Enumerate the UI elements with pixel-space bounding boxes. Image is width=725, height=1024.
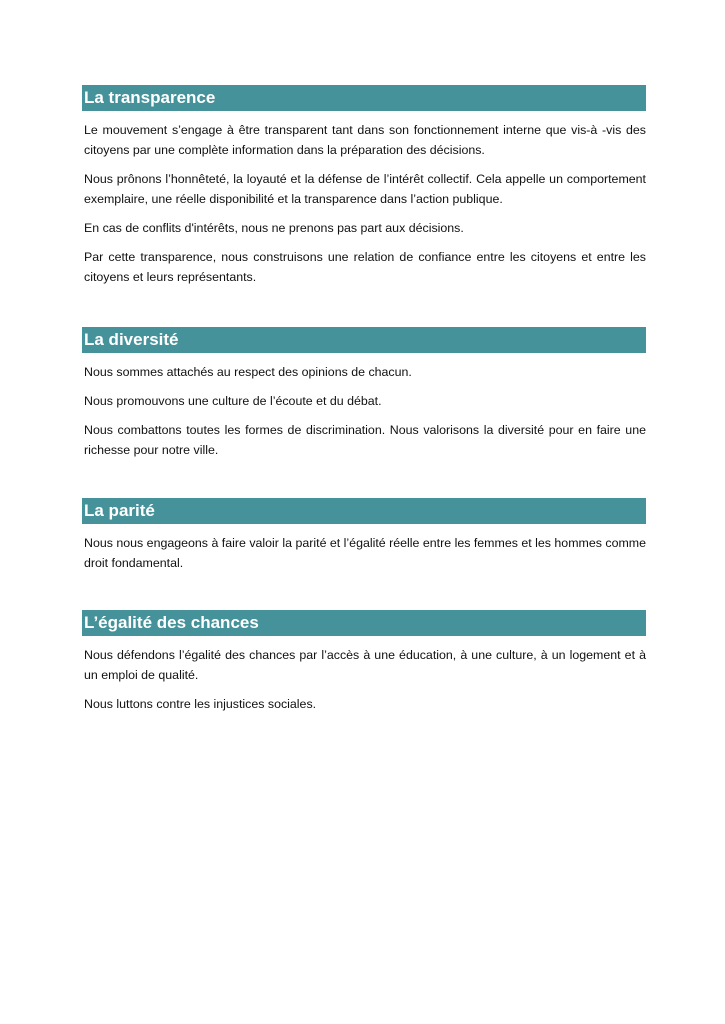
paragraph: Nous prônons l’honnêteté, la loyauté et la défense de l’intérêt collectif. Cela appelle un comportement exemplaire, une réelle disponibilité et la transparence dans l’action publique. <box>84 172 646 206</box>
section-heading: La transparence <box>82 85 646 111</box>
section-diversite <box>82 327 646 460</box>
section-transparence <box>82 85 646 287</box>
section-heading: L’égalité des chances <box>82 610 646 636</box>
section-heading: La diversité <box>82 327 646 353</box>
paragraph: En cas de conflits d'intérêts, nous ne prenons pas part aux décisions. <box>84 221 464 235</box>
paragraph: Nous défendons l’égalité des chances par l’accès à une éducation, à une culture, à un logement et à un emploi de qualité. <box>84 648 646 682</box>
section-heading: La parité <box>82 498 646 524</box>
paragraph: Par cette transparence, nous construisons une relation de confiance entre les citoyens et entre les citoyens et leurs représentants. <box>84 250 646 284</box>
section-egalite-des-chances <box>82 610 646 714</box>
paragraph: Nous combattons toutes les formes de discrimination. Nous valorisons la diversité pour en faire une richesse pour notre ville. <box>84 423 646 457</box>
paragraph: Nous sommes attachés au respect des opinions de chacun. <box>84 365 412 379</box>
paragraph: Nous nous engageons à faire valoir la parité et l’égalité réelle entre les femmes et les hommes comme droit fondamental. <box>84 536 646 570</box>
paragraph: Nous promouvons une culture de l’écoute et du débat. <box>84 394 382 408</box>
paragraph: Nous luttons contre les injustices sociales. <box>84 697 317 711</box>
paragraph: Le mouvement s’engage à être transparent tant dans son fonctionnement interne que vis-à -vis des citoyens par une complète information dans la préparation des décisions. <box>84 123 646 157</box>
section-parite <box>82 498 646 573</box>
